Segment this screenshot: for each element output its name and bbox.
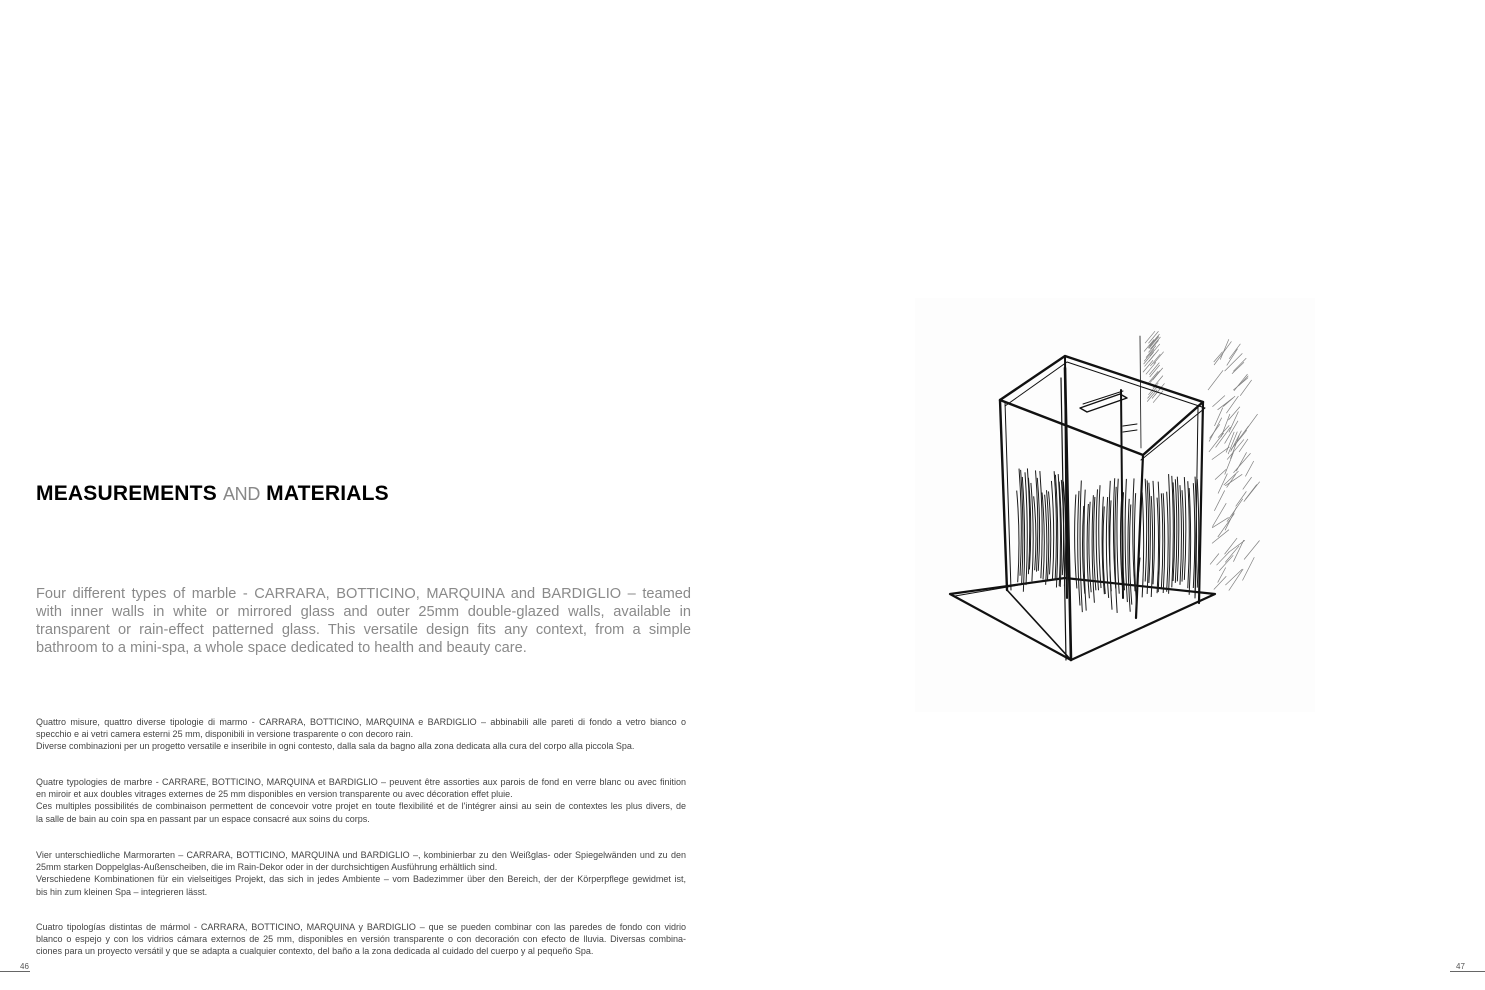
text-line: Quatre typologies de marbre - CARRARE, BOTTICINO, MARQUINA et BARDIGLIO – peuvent être assorties aux parois de fond en verre blanc ou avec finition <box>36 777 686 787</box>
page-number-right: 47 <box>1456 962 1465 971</box>
text-line: en miroir et aux doubles vitrages externes de 25 mm disponibles en version transparente ou avec décoration effet pluie. <box>36 789 513 800</box>
spanish-paragraph <box>36 921 686 958</box>
text-line: 25mm starken Doppelglas-Außenscheiben, die im Rain-Dekor oder in der durchsichtigen Ausführung erhältlich sind. <box>36 862 498 873</box>
page-number-rule-left <box>0 971 30 972</box>
heading-measurements: MEASUREMENTS <box>36 482 217 505</box>
text-line: Cuatro tipologías distintas de mármol - CARRARA, BOTTICINO, MARQUINA y BARDIGLIO – que se pueden combinar con las paredes de fondo con vidrio <box>36 922 686 932</box>
italian-paragraph <box>36 716 686 753</box>
page-number-left: 46 <box>20 962 29 971</box>
text-line: specchio e ai vetri camera esterni 25 mm, disponibili in versione trasparente o con decoro rain. <box>36 729 414 740</box>
text-line: la salle de bain au coin spa en passant par un espace consacré aux soins du corps. <box>36 813 370 824</box>
text-line: Quattro misure, quattro diverse tipologie di marmo - CARRARA, BOTTICINO, MARQUINA e BARDIGLIO – abbinabili alle pareti di fondo a vetro bianco o <box>36 717 686 727</box>
text-line: Verschiedene Kombinationen für ein vielseitiges Projekt, das sich in jedes Ambiente – vom Badezimmer über den Bereich, der der Körperpflege gewidmet ist, <box>36 874 686 885</box>
heading-materials: MATERIALS <box>266 482 389 505</box>
text-line: ciones para un proyecto versátil y que se adapta a cualquier contexto, del baño a la zona dedicada al cuidado del cuerpo y al pequeño Spa. <box>36 946 594 957</box>
text-line: blanco o espejo y con los vidrios cámara externos de 25 mm, disponibles en versión transparente o con decoración con efecto de lluvia. Diversas combina- <box>36 934 686 945</box>
heading-and: AND <box>222 484 261 504</box>
page-number-rule-right <box>1450 971 1485 972</box>
english-lead-paragraph: Four different types of marble - CARRARA, BOTTICINO, MARQUINA and BARDIGLIO – teamed with inner walls in white or mirrored glass and outer 25mm double-glazed walls, available in transparent or rain-effect patterned glass. This versatile design fits any context, from a simple bathroom to a mini-spa, a whole space dedicated to health and beauty care. <box>36 586 691 656</box>
text-line: Diverse combinazioni per un progetto versatile e inseribile in ogni contesto, dalla sala da bagno alla zona dedicata alla cura del corpo alla piccola Spa. <box>36 741 635 752</box>
text-line: bis hin zum kleinen Spa – integrieren lässt. <box>36 886 208 897</box>
shower-cabin-sketch-icon <box>915 298 1315 712</box>
text-line: Vier unterschiedliche Marmorarten – CARRARA, BOTTICINO, MARQUINA und BARDIGLIO –, kombinierbar zu den Weißglas- oder Spiegelwänden und zu den <box>36 850 686 860</box>
text-line: Ces multiples possibilités de combinaison permettent de concevoir votre projet en toute flexibilité et de l'intégrer ainsi au sein de contextes les plus divers, de <box>36 801 686 812</box>
section-heading <box>36 482 389 506</box>
german-paragraph <box>36 849 686 898</box>
french-paragraph <box>36 776 686 825</box>
